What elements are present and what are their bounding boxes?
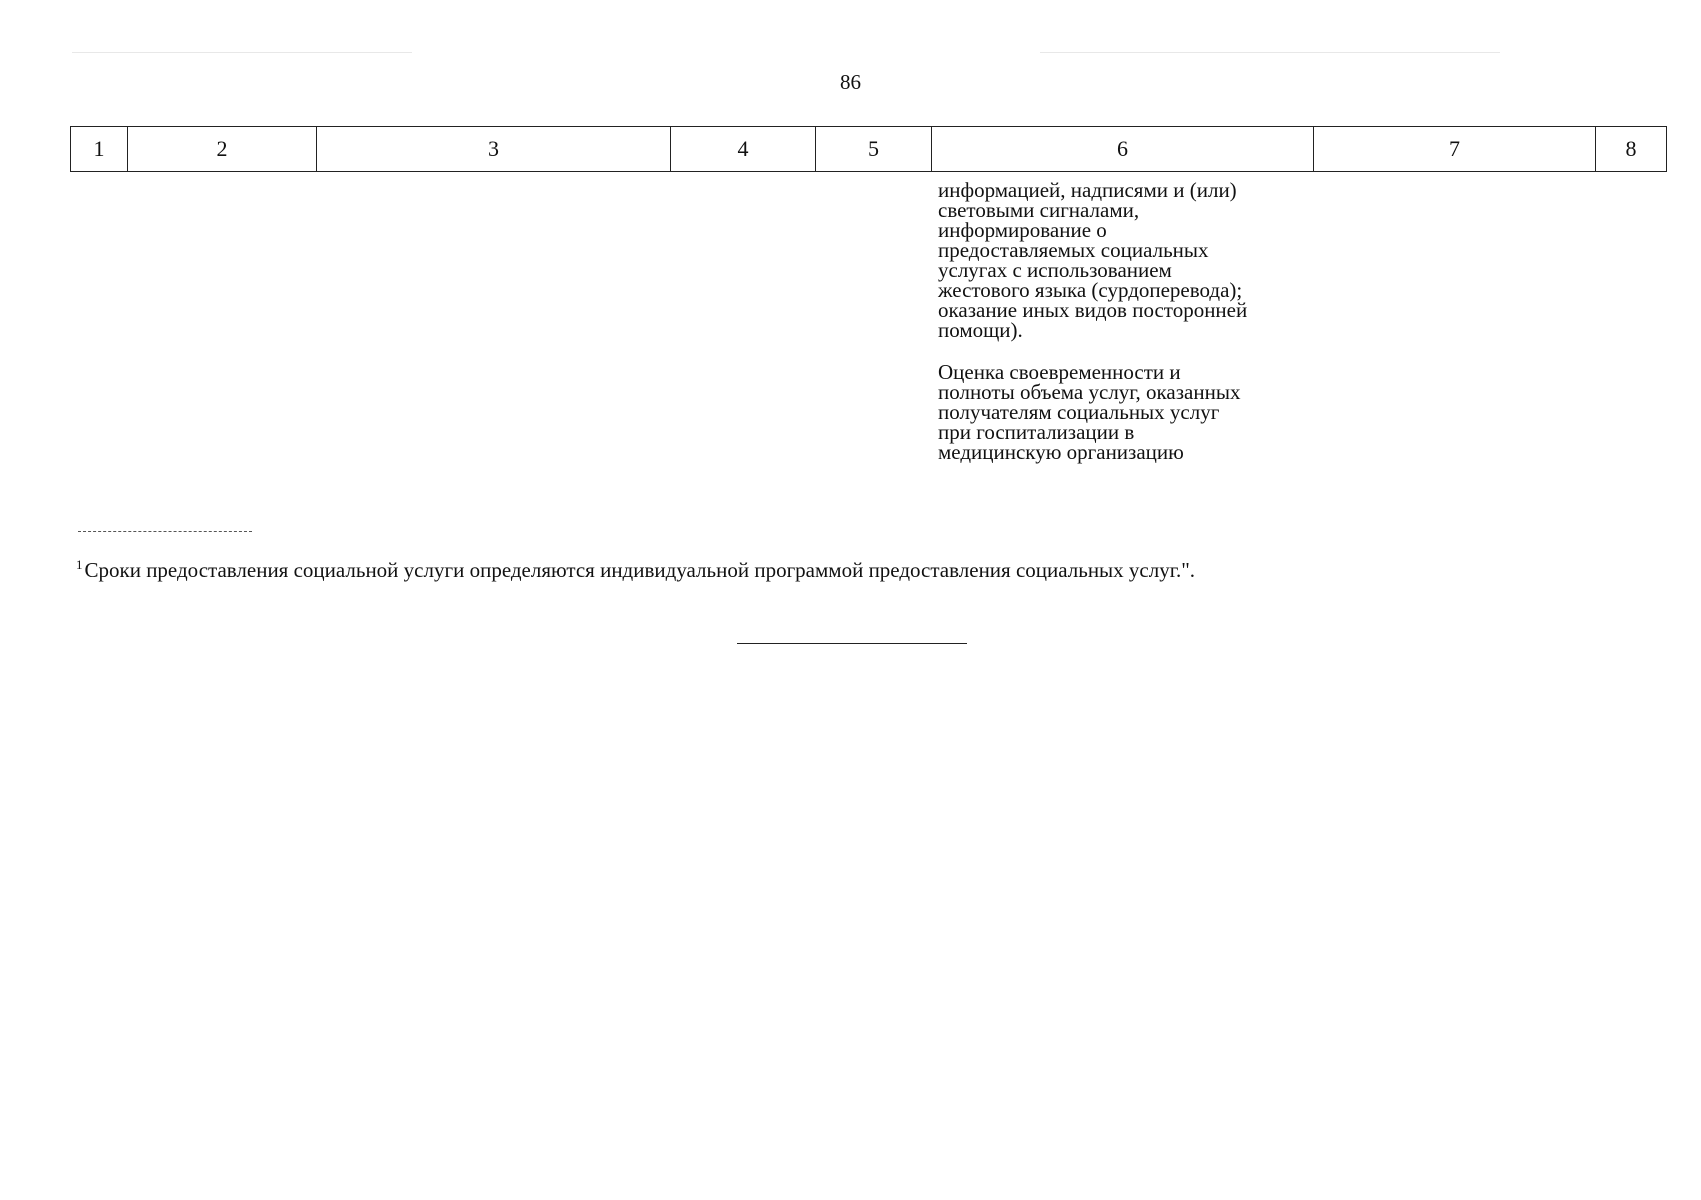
table-header-row <box>70 126 1667 172</box>
footnote-separator <box>78 531 252 532</box>
column-number-cell: 4 <box>671 127 816 172</box>
column-6-content <box>938 180 1318 462</box>
page-number: 86 <box>840 70 861 94</box>
end-of-document-rule <box>737 643 967 644</box>
scan-artifact <box>1040 52 1500 53</box>
column-6-paragraph: информацией, надписями и (или) световыми сигналами, информирование о предоставляемых социальных услугах с использованием жестового языка (сурдоперевода); оказание иных видов посторонней помощи). <box>938 178 1248 342</box>
column-number-cell: 1 <box>71 127 128 172</box>
column-number-cell: 7 <box>1314 127 1596 172</box>
column-number-cell: 3 <box>317 127 671 172</box>
footnote-text: Сроки предоставления социальной услуги определяются индивидуальной программой предоставления социальных услуг.". <box>84 558 1196 582</box>
footnote <box>76 553 1195 582</box>
column-number-cell: 5 <box>816 127 932 172</box>
column-number-cell: 2 <box>128 127 317 172</box>
column-number-cell: 8 <box>1596 127 1667 172</box>
column-number-cell: 6 <box>932 127 1314 172</box>
footnote-marker: 1 <box>76 557 83 572</box>
scan-artifact <box>72 52 412 53</box>
column-6-paragraph: Оценка своевременности и полноты объема услуг, оказанных получателям социальных услуг при госпитализации в медицинскую организацию <box>938 360 1241 464</box>
